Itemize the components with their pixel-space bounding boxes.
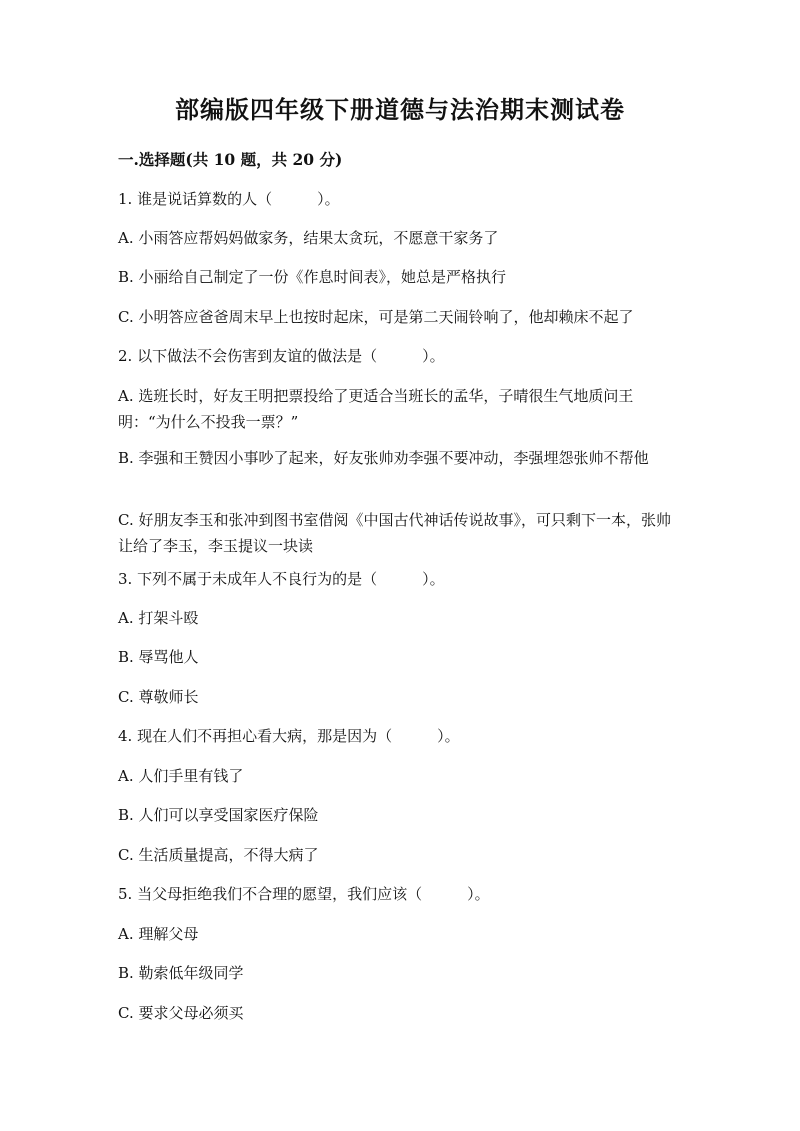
question-2-option-c: C. 好朋友李玉和张冲到图书室借阅《中国古代神话传说故事》，可只剩下一本，张帅让给了李玉，李玉提议一块读 bbox=[118, 511, 671, 555]
question-4-option-a: A. 人们手里有钱了 bbox=[118, 767, 244, 785]
question-4-stem: 4. 现在人们不再担心看大病，那是因为（ ）。 bbox=[118, 727, 460, 745]
question-5-stem: 5. 当父母拒绝我们不合理的愿望，我们应该（ ）。 bbox=[118, 885, 490, 903]
question-5-option-a: A. 理解父母 bbox=[118, 925, 199, 943]
question-5-option-c: C. 要求父母必须买 bbox=[118, 1004, 244, 1022]
question-1-stem: 1. 谁是说话算数的人（ ）。 bbox=[118, 190, 340, 208]
question-5-option-b: B. 勒索低年级同学 bbox=[118, 964, 244, 982]
question-3-option-b: B. 辱骂他人 bbox=[118, 648, 199, 666]
question-3-option-c: C. 尊敬师长 bbox=[118, 688, 199, 706]
question-2-option-b: B. 李强和王赞因小事吵了起来，好友张帅劝李强不要冲动，李强埋怨张帅不帮他 bbox=[118, 449, 649, 467]
question-1-option-b: B. 小丽给自己制定了一份《作息时间表》，她总是严格执行 bbox=[118, 268, 507, 286]
question-1-option-a: A. 小雨答应帮妈妈做家务，结果太贪玩，不愿意干家务了 bbox=[118, 229, 499, 247]
section-heading: 一.选择题(共 10 题，共 20 分) bbox=[118, 150, 343, 169]
question-4-option-c: C. 生活质量提高，不得大病了 bbox=[118, 846, 319, 864]
question-3-stem: 3. 下列不属于未成年人不良行为的是（ ）。 bbox=[118, 570, 445, 588]
question-4-option-b: B. 人们可以享受国家医疗保险 bbox=[118, 806, 319, 824]
question-3-option-a: A. 打架斗殴 bbox=[118, 609, 199, 627]
question-2-option-a: A. 选班长时，好友王明把票投给了更适合当班长的孟华，子晴很生气地质问王明：“为什么不投我一票？” bbox=[118, 387, 634, 431]
question-2-stem: 2. 以下做法不会伤害到友谊的做法是（ ）。 bbox=[118, 347, 445, 365]
exam-title: 部编版四年级下册道德与法治期末测试卷 bbox=[175, 95, 625, 124]
question-1-option-c: C. 小明答应爸爸周末早上也按时起床，可是第二天闹铃响了，他却赖床不起了 bbox=[118, 308, 634, 326]
